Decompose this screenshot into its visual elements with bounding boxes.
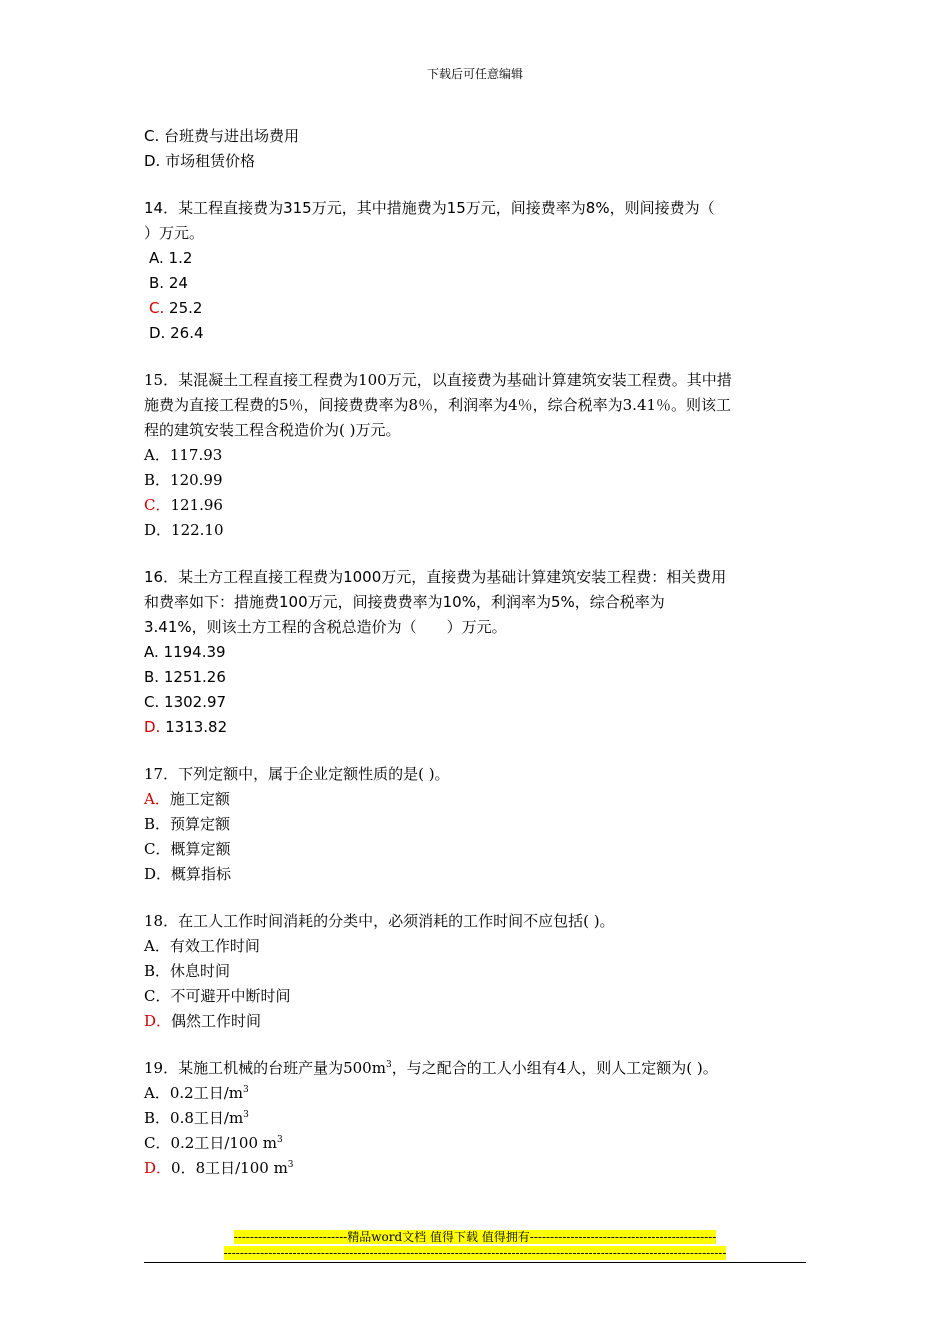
footer-dash-line: ---------------------------------------------------------------------------------------------------------------------------- <box>223 1246 727 1260</box>
answer-marker: D． <box>144 1159 172 1177</box>
question-17 <box>144 762 808 887</box>
option-c-correct: C．121.96 <box>144 496 223 514</box>
answer-marker: A． <box>144 790 170 808</box>
question-text: 3.41%，则该土方工程的含税总造价为（ ）万元。 <box>144 618 507 636</box>
question-15 <box>144 368 808 543</box>
option-a: A．117.93 <box>144 446 223 464</box>
question-text: 17．下列定额中，属于企业定额性质的是( )。 <box>144 765 450 783</box>
question-text: 16．某土方工程直接工程费为1000万元，直接费为基础计算建筑安装工程费：相关费用 <box>144 568 727 586</box>
question-text: 19．某施工机械的台班产量为$500m^3$，与之配合的工人小组有4人，则人工定额为( )。 <box>144 1059 718 1077</box>
option-a: A. 1194.39 <box>144 643 226 661</box>
question-16 <box>144 565 808 740</box>
option-a: A. 1.2 <box>149 249 193 267</box>
option-b: B．0.8工日$/m^3$ <box>144 1109 249 1127</box>
option-b: B．休息时间 <box>144 962 231 980</box>
option-a: A．有效工作时间 <box>144 937 260 955</box>
question-text: 15．某混凝土工程直接工程费为100万元，以直接费为基础计算建筑安装工程费。其中措 <box>144 371 732 389</box>
question-text: 施费为直接工程费的5％，间接费费率为8％，利润率为4％，综合税率为3.41％。则该工 <box>144 396 732 414</box>
option-b: B．预算定额 <box>144 815 231 833</box>
option-b: B. 1251.26 <box>144 668 226 686</box>
option-c: C．0.2工日/100 $m^3$ <box>144 1134 283 1152</box>
option-b: B．120.99 <box>144 471 223 489</box>
question-18 <box>144 909 808 1034</box>
option-c: C．不可避开中断时间 <box>144 987 291 1005</box>
option-c: C. 台班费与进出场费用 <box>144 127 300 145</box>
footer-rule <box>144 1262 806 1263</box>
answer-marker: D. <box>144 718 161 736</box>
option-d-correct: D．偶然工作时间 <box>144 1012 262 1030</box>
option-a: A．0.2工日$/m^3$ <box>144 1084 249 1102</box>
option-a-correct: A．施工定额 <box>144 790 230 808</box>
question-14 <box>144 196 808 346</box>
answer-marker: D． <box>144 1012 172 1030</box>
question-text: 和费率如下：措施费100万元，间接费费率为10%，利润率为5%，综合税率为 <box>144 593 665 611</box>
option-c: C．概算定额 <box>144 840 231 858</box>
question-text: 程的建筑安装工程含税造价为( )万元。 <box>144 421 401 439</box>
answer-marker: C. <box>149 299 165 317</box>
question-text: ）万元。 <box>144 224 205 242</box>
option-d-correct: D. 1313.82 <box>144 718 228 736</box>
option-d: D. 市场租赁价格 <box>144 152 256 170</box>
option-b: B. 24 <box>149 274 188 292</box>
document-body <box>144 124 808 1181</box>
page-header: 下载后可任意编辑 <box>426 67 523 81</box>
option-d-correct: D．0．8工日/100 $m^3$ <box>144 1159 294 1177</box>
option-c: C. 1302.97 <box>144 693 227 711</box>
question-19 <box>144 1056 808 1181</box>
option-c-correct: C. 25.2 <box>149 299 203 317</box>
question-text: 18．在工人工作时间消耗的分类中，必须消耗的工作时间不应包括( )。 <box>144 912 615 930</box>
option-d: D．122.10 <box>144 521 224 539</box>
option-d: D. 26.4 <box>149 324 204 342</box>
question-text: 14．某工程直接费为315万元，其中措施费为15万元，间接费率为8%，则间接费为（ <box>144 199 715 217</box>
option-d: D．概算指标 <box>144 865 232 883</box>
answer-marker: C． <box>144 496 171 514</box>
question-13-options <box>144 124 808 174</box>
footer-banner: ----------------------------精品word文档 值得下载 值得拥有---------------------------------------------- <box>233 1230 717 1244</box>
